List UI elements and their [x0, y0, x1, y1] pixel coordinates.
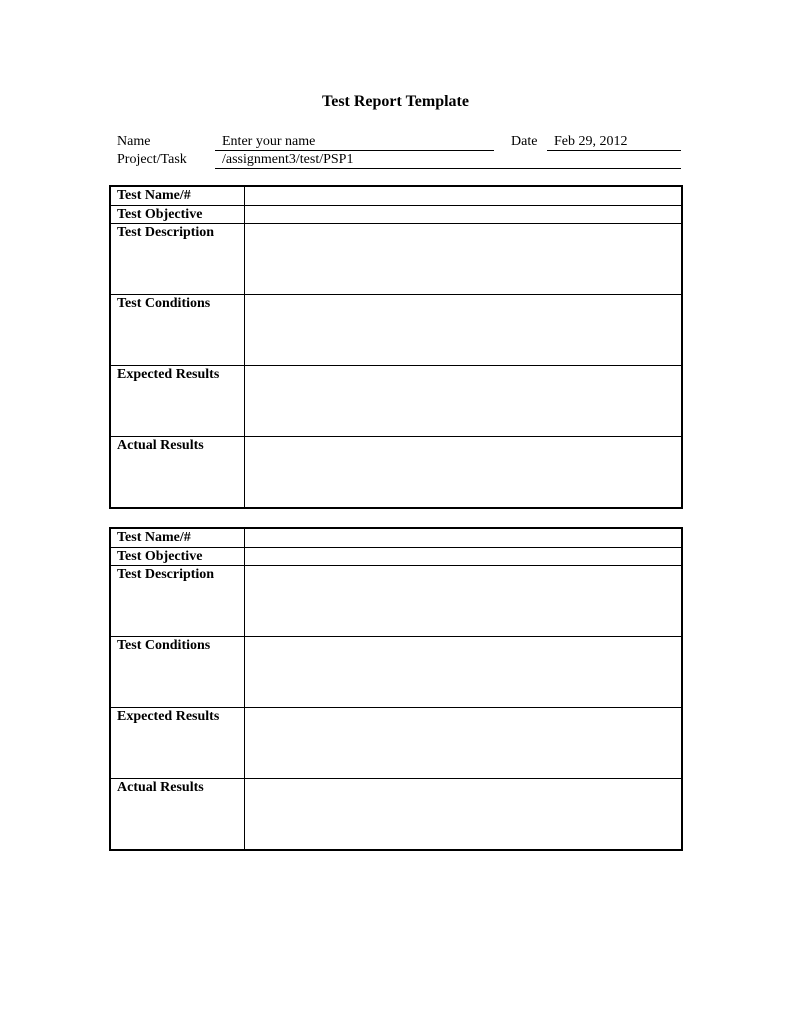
- test-objective-cell[interactable]: [245, 548, 681, 565]
- test-name-cell[interactable]: [245, 187, 681, 205]
- name-label: Name: [117, 134, 151, 149]
- test-name-cell[interactable]: [245, 529, 681, 547]
- name-field[interactable]: Enter your name: [215, 133, 494, 151]
- row-actual-results: [111, 778, 681, 849]
- actual-results-label: Actual Results: [111, 437, 245, 507]
- row-actual-results: [111, 436, 681, 507]
- test-conditions-cell[interactable]: [245, 637, 681, 707]
- test-name-label: Test Name/#: [111, 529, 245, 547]
- test-report-table-2: [109, 527, 683, 851]
- row-test-description: [111, 223, 681, 294]
- test-objective-cell[interactable]: [245, 206, 681, 223]
- test-objective-label: Test Objective: [111, 206, 245, 223]
- test-description-cell[interactable]: [245, 566, 681, 636]
- expected-results-label: Expected Results: [111, 366, 245, 436]
- row-test-conditions: [111, 636, 681, 707]
- page-title: Test Report Template: [322, 93, 469, 110]
- row-expected-results: [111, 365, 681, 436]
- expected-results-cell[interactable]: [245, 708, 681, 778]
- test-conditions-cell[interactable]: [245, 295, 681, 365]
- test-conditions-label: Test Conditions: [111, 295, 245, 365]
- test-objective-label: Test Objective: [111, 548, 245, 565]
- expected-results-label: Expected Results: [111, 708, 245, 778]
- row-test-conditions: [111, 294, 681, 365]
- row-test-objective: [111, 205, 681, 223]
- test-description-label: Test Description: [111, 224, 245, 294]
- row-test-objective: [111, 547, 681, 565]
- row-test-name: [111, 187, 681, 205]
- expected-results-cell[interactable]: [245, 366, 681, 436]
- date-label: Date: [511, 134, 538, 149]
- test-report-table-1: [109, 185, 683, 509]
- row-test-name: [111, 529, 681, 547]
- actual-results-cell[interactable]: [245, 779, 681, 849]
- row-expected-results: [111, 707, 681, 778]
- project-task-field[interactable]: /assignment3/test/PSP1: [215, 151, 681, 169]
- date-field[interactable]: Feb 29, 2012: [547, 133, 681, 151]
- row-test-description: [111, 565, 681, 636]
- test-name-label: Test Name/#: [111, 187, 245, 205]
- test-description-cell[interactable]: [245, 224, 681, 294]
- test-conditions-label: Test Conditions: [111, 637, 245, 707]
- actual-results-cell[interactable]: [245, 437, 681, 507]
- project-task-label: Project/Task: [117, 152, 187, 167]
- test-description-label: Test Description: [111, 566, 245, 636]
- actual-results-label: Actual Results: [111, 779, 245, 849]
